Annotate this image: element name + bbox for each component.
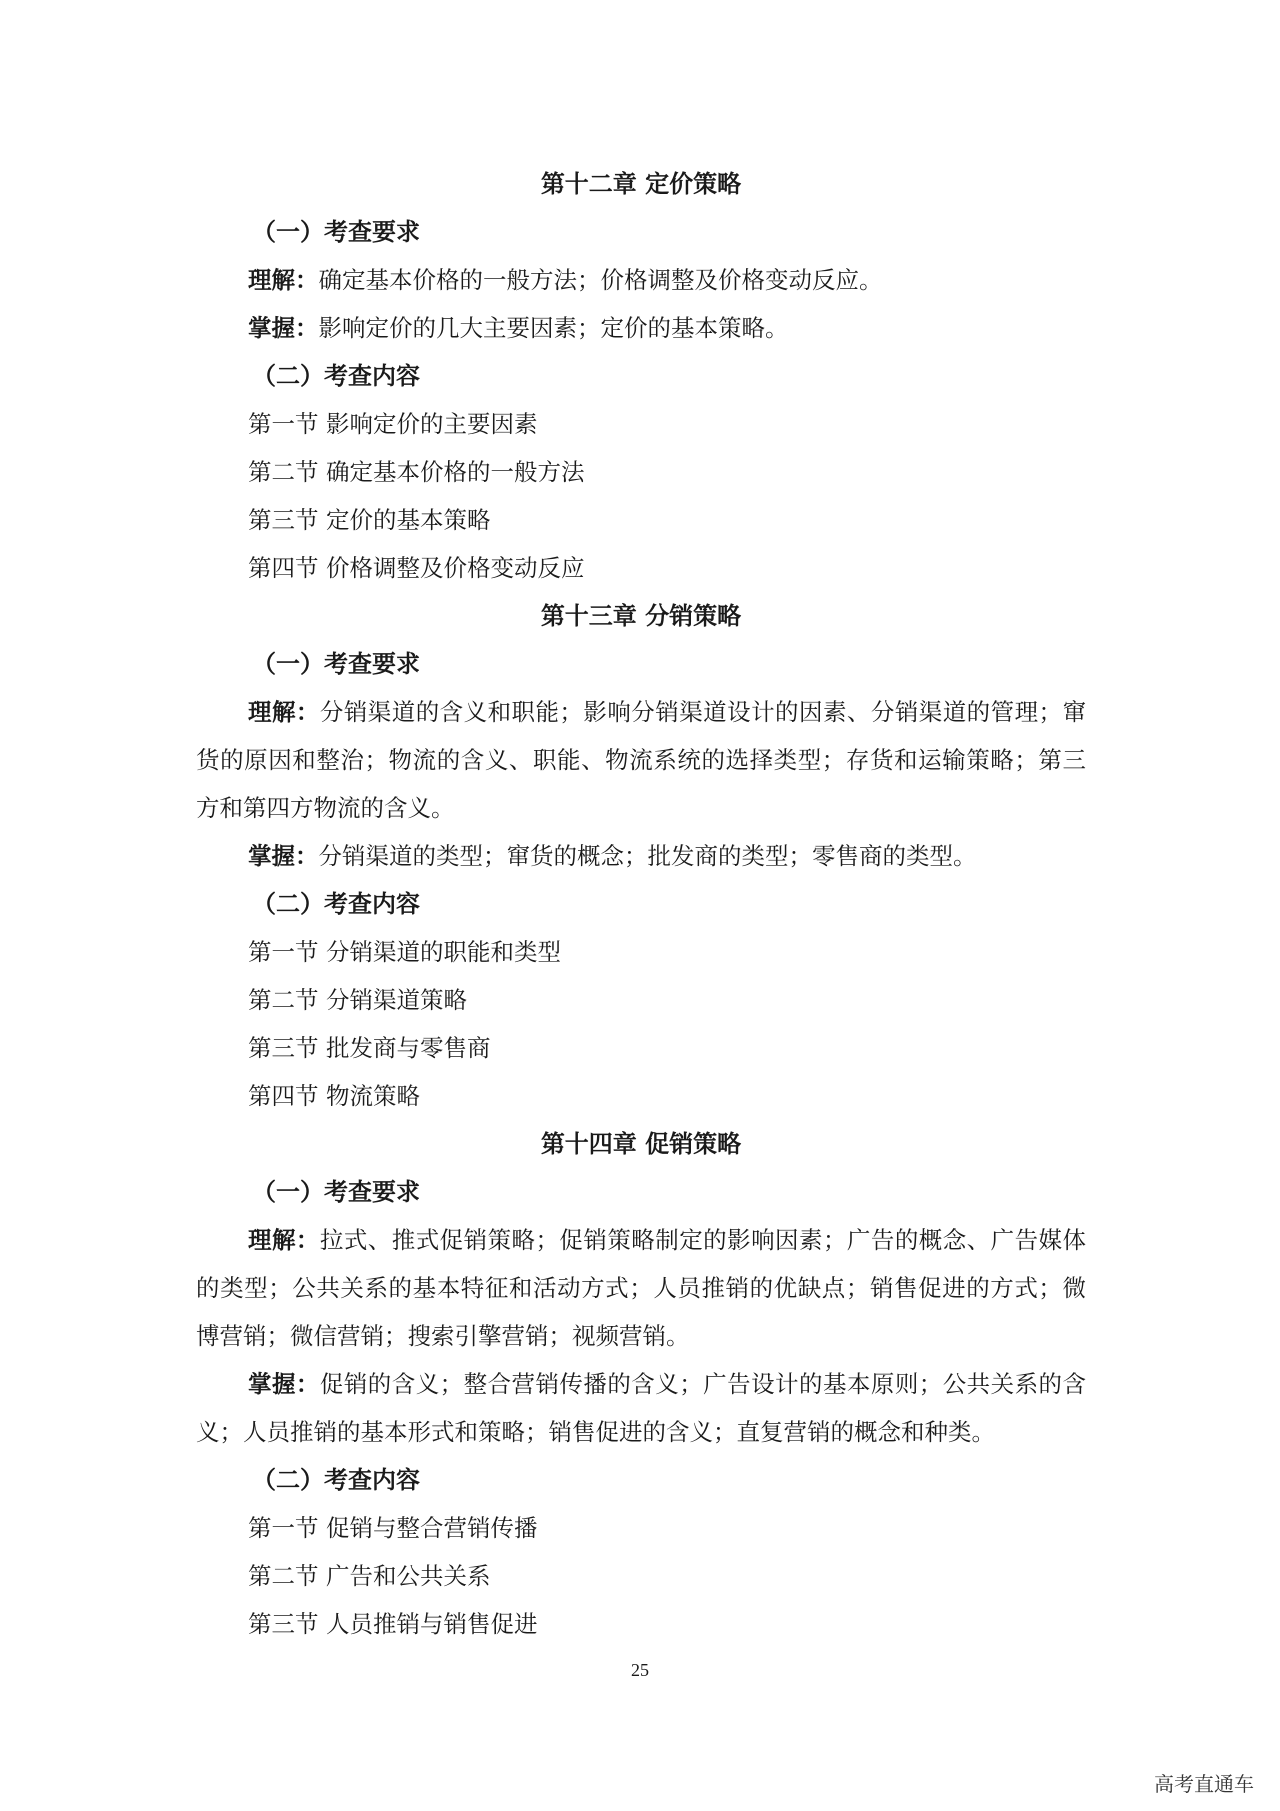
understand-text: 拉式、推式促销策略；促销策略制定的影响因素；广告的概念、广告媒体的类型；公共关系的基本特征和活动方式；人员推销的优缺点；销售促进的方式；微博营销；微信营销；搜索引擎营销；视频营销。 bbox=[196, 1226, 1087, 1350]
master-label: 掌握： bbox=[248, 1370, 320, 1398]
content-heading: （二）考查内容 bbox=[252, 1465, 420, 1494]
understand-label: 理解： bbox=[248, 1226, 320, 1254]
section-item: 第一节 促销与整合营销传播 bbox=[248, 1514, 538, 1542]
section-item: 第二节 分销渠道策略 bbox=[248, 986, 467, 1014]
section-item: 第一节 分销渠道的职能和类型 bbox=[248, 938, 561, 966]
document-page bbox=[196, 160, 1096, 1648]
section-item: 第三节 人员推销与销售促进 bbox=[248, 1610, 538, 1638]
master-paragraph bbox=[196, 304, 1086, 352]
master-text: 促销的含义；整合营销传播的含义；广告设计的基本原则；公共关系的含义；人员推销的基本形式和策略；销售促进的含义；直复营销的概念和种类。 bbox=[196, 1370, 1087, 1446]
watermark: 高考直通车 bbox=[1154, 1772, 1254, 1796]
chapter-14 bbox=[196, 1120, 1096, 1648]
section-item: 第三节 定价的基本策略 bbox=[248, 506, 491, 534]
master-label: 掌握： bbox=[248, 314, 319, 342]
section-item: 第三节 批发商与零售商 bbox=[248, 1034, 491, 1062]
master-paragraph bbox=[196, 832, 1086, 880]
master-text: 分销渠道的类型；窜货的概念；批发商的类型；零售商的类型。 bbox=[318, 842, 977, 870]
section-item: 第一节 影响定价的主要因素 bbox=[248, 410, 538, 438]
master-text: 影响定价的几大主要因素；定价的基本策略。 bbox=[318, 314, 789, 342]
understand-paragraph bbox=[196, 1216, 1086, 1360]
chapter-title: 第十四章 促销策略 bbox=[540, 1129, 742, 1158]
requirements-heading: （一）考查要求 bbox=[252, 1177, 420, 1206]
section-item: 第四节 价格调整及价格变动反应 bbox=[248, 554, 585, 582]
content-heading: （二）考查内容 bbox=[252, 889, 420, 918]
understand-text: 分销渠道的含义和职能；影响分销渠道设计的因素、分销渠道的管理；窜货的原因和整治；物流的含义、职能、物流系统的选择类型；存货和运输策略；第三方和第四方物流的含义。 bbox=[196, 698, 1087, 822]
understand-paragraph bbox=[196, 256, 1086, 304]
chapter-title: 第十二章 定价策略 bbox=[540, 169, 742, 198]
section-item: 第四节 物流策略 bbox=[248, 1082, 420, 1110]
understand-label: 理解： bbox=[248, 698, 320, 726]
master-paragraph bbox=[196, 1360, 1086, 1456]
chapter-13 bbox=[196, 592, 1096, 1120]
requirements-heading: （一）考查要求 bbox=[252, 217, 420, 246]
master-label: 掌握： bbox=[248, 842, 319, 870]
requirements-heading: （一）考查要求 bbox=[252, 649, 420, 678]
section-item: 第二节 确定基本价格的一般方法 bbox=[248, 458, 585, 486]
understand-label: 理解： bbox=[248, 266, 319, 294]
content-heading: （二）考查内容 bbox=[252, 361, 420, 390]
chapter-12 bbox=[196, 160, 1096, 592]
chapter-title: 第十三章 分销策略 bbox=[540, 601, 742, 630]
page-number: 25 bbox=[631, 1660, 649, 1680]
section-item: 第二节 广告和公共关系 bbox=[248, 1562, 491, 1590]
understand-paragraph bbox=[196, 688, 1086, 832]
understand-text: 确定基本价格的一般方法；价格调整及价格变动反应。 bbox=[318, 266, 883, 294]
